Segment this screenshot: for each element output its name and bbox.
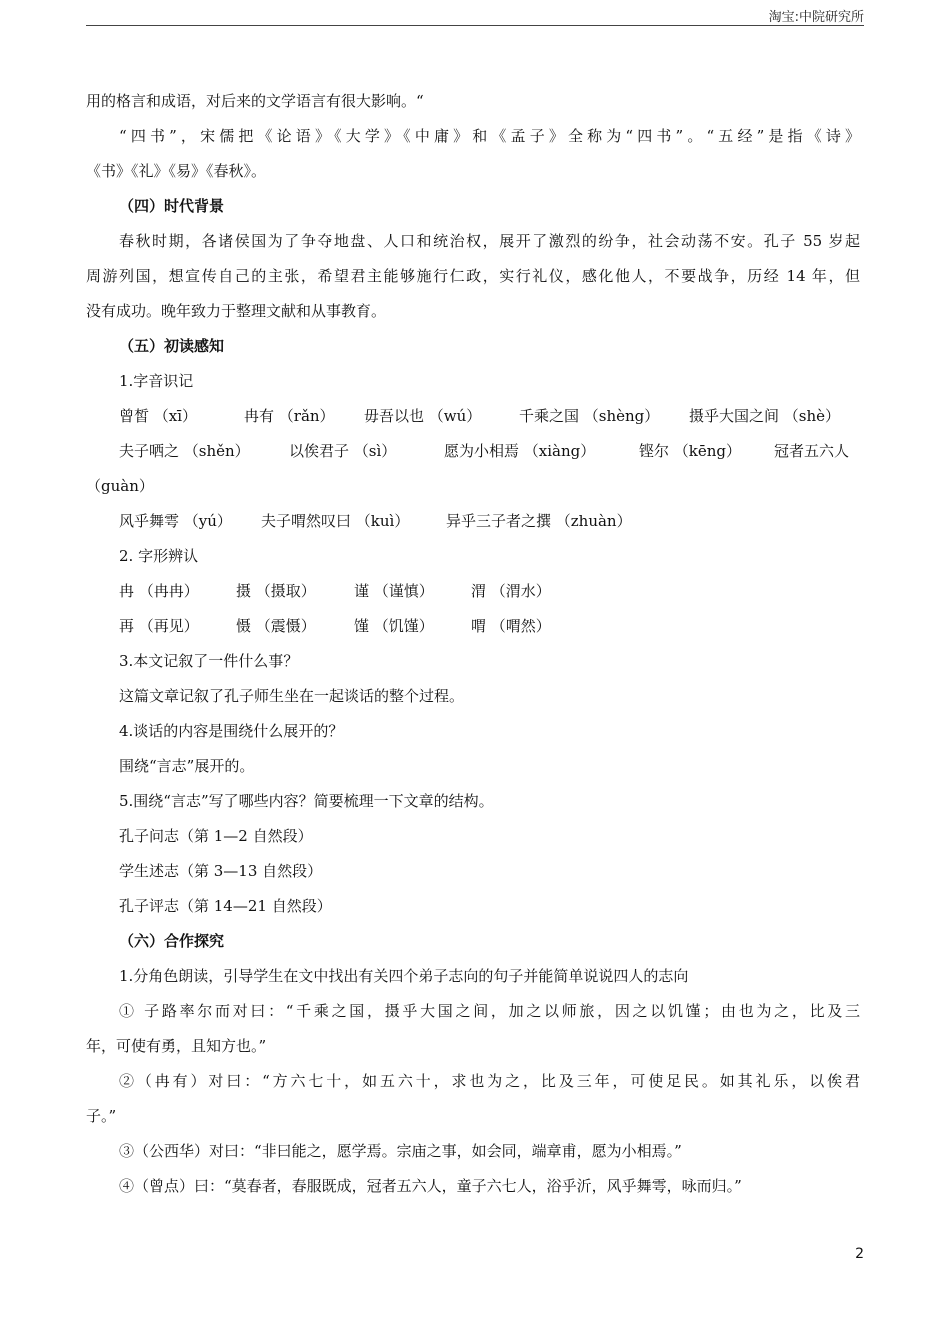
- glyph-row: [86, 609, 860, 644]
- glyph-item: 谨 （谨慎）: [354, 582, 434, 600]
- paragraph-line: 春秋时期，各诸侯国为了争夺地盘、人口和统治权，展开了激烈的纷争，社会动荡不安。孔子 55 岁起: [119, 232, 860, 250]
- section-heading-cooperative-inquiry: （六）合作探究: [119, 932, 225, 950]
- quote-line: ④（曾点）曰：“莫春者，春服既成，冠者五六人，童子六七人，浴乎沂，风乎舞雩，咏而归。”: [119, 1177, 742, 1195]
- paragraph-line: 用的格言和成语，对后来的文学语言有很大影响。“: [86, 92, 424, 110]
- pronunciation-item: 以俟君子 （sì）: [289, 442, 397, 460]
- glyph-row: [86, 574, 860, 609]
- pronunciation-item: 夫子喟然叹曰 （kuì）: [261, 512, 410, 530]
- glyph-item: 馑 （饥馑）: [354, 617, 434, 635]
- quote-line: ① 子路率尔而对曰：“千乘之国，摄乎大国之间，加之以师旅，因之以饥馑；由也为之，比及三: [119, 1002, 860, 1020]
- glyph-item: 喟 （喟然）: [471, 617, 551, 635]
- paragraph-line: 周游列国，想宣传自己的主张，希望君主能够施行仁政，实行礼仪，感化他人，不要战争，历经 14 年，但: [86, 267, 860, 285]
- paragraph-line: 没有成功。晚年致力于整理文献和从事教育。: [86, 302, 387, 320]
- pronunciation-item: 千乘之国 （shèng）: [519, 407, 660, 425]
- pronunciation-item: 愿为小相焉 （xiàng）: [444, 442, 596, 460]
- pronunciation-item: 曾皙 （xī）: [119, 407, 198, 425]
- section-heading-first-reading: （五）初读感知: [119, 337, 225, 355]
- answer: 孔子评志（第 14—21 自然段）: [119, 897, 332, 915]
- pronunciation-row-tail: （guàn）: [86, 477, 154, 495]
- question: 5.围绕“言志”写了哪些内容？简要梳理一下文章的结构。: [119, 792, 494, 810]
- glyph-item: 慑 （震慑）: [236, 617, 316, 635]
- paragraph-line: 《书》《礼》《易》《春秋》。: [86, 162, 267, 180]
- page-header-source: 淘宝:中院研究所: [768, 10, 864, 25]
- pronunciation-item: 毋吾以也 （wú）: [364, 407, 482, 425]
- pronunciation-row: [86, 399, 860, 434]
- question: 3.本文记叙了一件什么事？: [119, 652, 299, 670]
- answer: 这篇文章记叙了孔子师生坐在一起谈话的整个过程。: [119, 687, 465, 705]
- quote-line: ②（冉有）对曰：“方六七十，如五六十，求也为之，比及三年，可使足民。如其礼乐，以俟君: [119, 1072, 860, 1090]
- document-body: [86, 84, 860, 1204]
- glyph-item: 再 （再见）: [119, 617, 199, 635]
- quote-line: 子。”: [86, 1107, 117, 1125]
- paragraph-line: “四书”，宋儒把《论语》《大学》《中庸》和《孟子》全称为“四书”。“五经”是指《诗》: [119, 127, 860, 145]
- pronunciation-item: 风乎舞雩 （yú）: [119, 512, 232, 530]
- subheading: 2. 字形辨认: [119, 547, 199, 565]
- answer: 围绕“言志”展开的。: [119, 757, 255, 775]
- pronunciation-item: 冉有 （rǎn）: [244, 407, 335, 425]
- pronunciation-row: [86, 434, 860, 469]
- glyph-item: 渭 （渭水）: [471, 582, 551, 600]
- header-rule: [86, 25, 864, 26]
- pronunciation-item: 夫子哂之 （shěn）: [119, 442, 250, 460]
- pronunciation-item: 异乎三子者之撰 （zhuàn）: [446, 512, 632, 530]
- glyph-item: 冉 （冉冉）: [119, 582, 199, 600]
- pronunciation-item: 摄乎大国之间 （shè）: [689, 407, 841, 425]
- section-heading-background: （四）时代背景: [119, 197, 225, 215]
- quote-line: 年，可使有勇，且知方也。”: [86, 1037, 267, 1055]
- question: 4.谈话的内容是围绕什么展开的？: [119, 722, 344, 740]
- pronunciation-item: 冠者五六人: [774, 442, 850, 460]
- paragraph-line: 1.分角色朗读，引导学生在文中找出有关四个弟子志向的句子并能简单说说四人的志向: [119, 967, 689, 985]
- quote-line: ③（公西华）对曰：“非曰能之，愿学焉。宗庙之事，如会同，端章甫，愿为小相焉。”: [119, 1142, 682, 1160]
- subheading: 1.字音识记: [119, 372, 194, 390]
- pronunciation-item: 铿尔 （kēng）: [639, 442, 741, 460]
- page-number: 2: [855, 1246, 864, 1262]
- glyph-item: 摄 （摄取）: [236, 582, 316, 600]
- answer: 学生述志（第 3—13 自然段）: [119, 862, 323, 880]
- answer: 孔子问志（第 1—2 自然段）: [119, 827, 313, 845]
- pronunciation-row: [86, 504, 860, 539]
